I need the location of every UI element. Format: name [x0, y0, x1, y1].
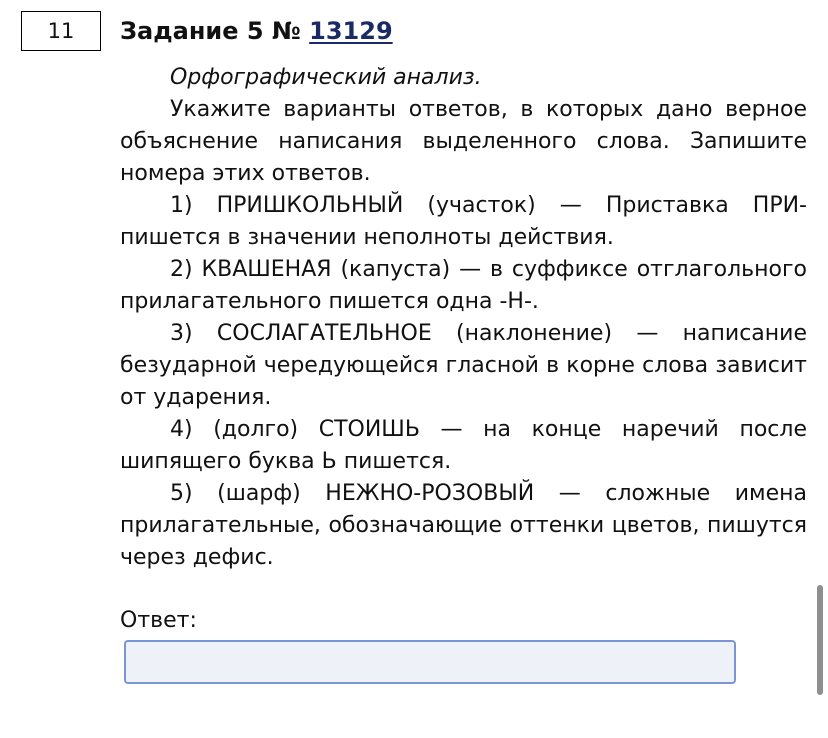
answer-option-2: 2) КВАШЕНАЯ (капуста) — в суффиксе отглагольного прилагательного пишется одна -Н-.	[120, 257, 807, 314]
task-header	[120, 17, 393, 45]
task-title: Задание 5 №	[120, 17, 310, 45]
task-instruction: Укажите варианты ответов, в которых дано верное объяснение написания выделенного слова. Запишите номера этих ответов.	[120, 97, 807, 186]
answer-option-1: 1) ПРИШКОЛЬНЫЙ (участок) — Приставка ПРИ- пишется в значении неполноты действия.	[120, 193, 807, 250]
task-content	[120, 62, 807, 574]
scrollbar-thumb[interactable]	[817, 585, 823, 695]
answer-label: Ответ:	[120, 608, 197, 633]
answer-option-3: 3) СОСЛАГАТЕЛЬНОЕ (наклонение) — написание безударной чередующейся гласной в корне слова зависит от ударения.	[120, 321, 807, 410]
answer-input[interactable]	[124, 640, 736, 684]
answer-option-5: 5) (шарф) НЕЖНО-РОЗОВЫЙ — сложные имена прилагательные, обозначающие оттенки цветов, пишутся через дефис.	[120, 481, 807, 570]
answer-option-4: 4) (долго) СТОИШЬ — на конце наречий после шипящего буква Ь пишется.	[120, 417, 807, 474]
task-id-link[interactable]: 13129	[309, 17, 393, 45]
task-topic: Орфографический анализ.	[170, 65, 482, 90]
task-number-box	[21, 11, 101, 51]
task-number: 11	[47, 19, 75, 43]
